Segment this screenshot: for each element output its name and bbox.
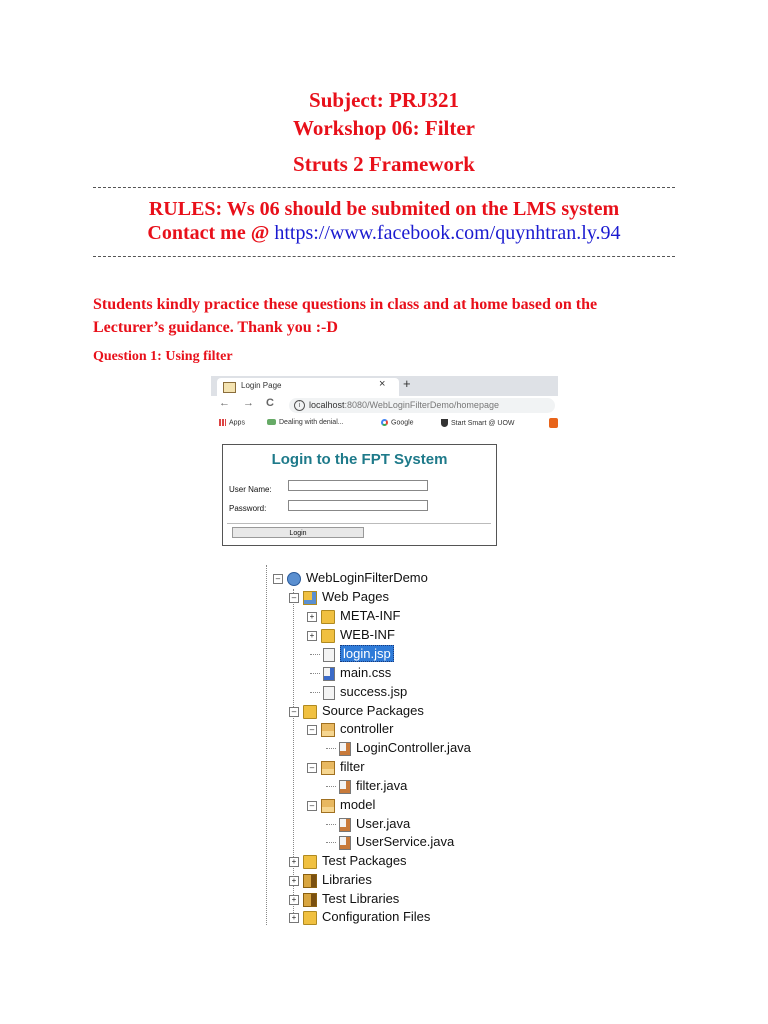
- tree-connector: [326, 842, 336, 843]
- back-arrow-icon[interactable]: ←: [219, 397, 230, 409]
- tree-connector: [310, 673, 320, 674]
- tree-connector: [310, 654, 320, 655]
- java-file-icon: [339, 836, 351, 850]
- package-icon: [321, 761, 335, 775]
- reload-icon[interactable]: C: [266, 397, 274, 409]
- node-label: main.css: [340, 665, 392, 680]
- tab-login-page[interactable]: [217, 378, 399, 396]
- divider-bottom: [93, 256, 675, 257]
- url-text[interactable]: [309, 400, 499, 410]
- tree-node-source-packages[interactable]: [289, 701, 424, 720]
- node-label: Web Pages: [322, 589, 389, 604]
- bookmark-apps[interactable]: [219, 419, 245, 426]
- expand-icon[interactable]: +: [289, 913, 299, 923]
- config-folder-icon: [303, 911, 317, 925]
- bookmarks-bar: [211, 416, 558, 432]
- bookmark-label: Start Smart @ UOW: [451, 419, 515, 427]
- bookmark-label: Google: [391, 419, 414, 427]
- tree-connector: [326, 824, 336, 825]
- jsp-file-icon: [323, 686, 335, 700]
- divider-top: [93, 187, 675, 188]
- rules-text: RULES: Ws 06 should be submited on the LMS system: [148, 198, 620, 220]
- tree-guide-line: [266, 565, 267, 925]
- tree-node-user-service[interactable]: [326, 832, 454, 851]
- jsp-file-icon: [323, 648, 335, 662]
- node-label-selected: login.jsp: [340, 645, 394, 662]
- apps-grid-icon: [219, 419, 226, 426]
- tree-node-web-pages[interactable]: [289, 587, 389, 606]
- node-label: WebLoginFilterDemo: [306, 570, 428, 585]
- new-tab-icon[interactable]: +: [403, 376, 411, 391]
- collapse-icon[interactable]: –: [307, 801, 317, 811]
- tree-node-success-jsp[interactable]: [310, 682, 407, 701]
- handshake-icon: [267, 419, 276, 425]
- css-file-icon: [323, 667, 335, 681]
- close-icon[interactable]: ×: [379, 378, 386, 390]
- tree-node-controller[interactable]: [307, 719, 393, 738]
- bookmark-label: Dealing with denial...: [279, 419, 344, 426]
- expand-icon[interactable]: +: [307, 612, 317, 622]
- collapse-icon[interactable]: –: [289, 707, 299, 717]
- tree-connector: [310, 692, 320, 693]
- question-1-heading: Question 1: Using filter: [93, 349, 233, 364]
- library-icon: [303, 874, 317, 888]
- tab-bar: [211, 376, 558, 396]
- tree-node-user-java[interactable]: [326, 814, 410, 833]
- java-file-icon: [339, 742, 351, 756]
- node-label: controller: [340, 721, 394, 736]
- expand-icon[interactable]: +: [307, 631, 317, 641]
- intro-line-1: Students kindly practice these questions in class and at home based on the: [93, 296, 598, 313]
- tree-connector: [326, 786, 336, 787]
- google-icon: [381, 419, 388, 426]
- blogger-icon[interactable]: [549, 418, 558, 428]
- package-icon: [321, 799, 335, 813]
- url-path: :8080/WebLoginFilterDemo/homepage: [344, 400, 499, 410]
- facebook-link[interactable]: https://www.facebook.com/quynhtran.ly.94: [274, 222, 621, 244]
- web-folder-icon: [303, 591, 317, 605]
- node-label: LoginController.java: [356, 740, 471, 755]
- tree-node-project[interactable]: [273, 568, 428, 587]
- node-label: filter: [340, 759, 365, 774]
- tree-node-main-css[interactable]: [310, 663, 391, 682]
- node-label: filter.java: [356, 778, 408, 793]
- tree-node-filter-java[interactable]: [326, 776, 407, 795]
- node-label: UserService.java: [356, 834, 455, 849]
- subject-heading: Subject: PRJ321: [309, 88, 459, 112]
- info-icon[interactable]: i: [294, 400, 305, 411]
- project-globe-icon: [287, 572, 301, 586]
- collapse-icon[interactable]: –: [307, 725, 317, 735]
- workshop-heading: Workshop 06: Filter: [293, 116, 475, 140]
- forward-arrow-icon[interactable]: →: [243, 397, 254, 409]
- node-label: success.jsp: [340, 684, 408, 699]
- java-file-icon: [339, 818, 351, 832]
- tree-node-config-files[interactable]: [289, 907, 430, 925]
- tab-title: Login Page: [241, 381, 282, 390]
- bookmark-google[interactable]: [381, 419, 414, 426]
- address-bar[interactable]: [289, 398, 555, 413]
- tree-node-libraries[interactable]: [289, 870, 372, 889]
- shield-icon: [441, 419, 448, 427]
- collapse-icon[interactable]: –: [307, 763, 317, 773]
- framework-heading: Struts 2 Framework: [293, 152, 475, 176]
- tree-connector: [326, 748, 336, 749]
- collapse-icon[interactable]: –: [273, 574, 283, 584]
- folder-icon: [321, 610, 335, 624]
- node-label: WEB-INF: [340, 627, 395, 642]
- tree-node-web-inf[interactable]: [307, 625, 395, 644]
- page-favicon-icon: [223, 382, 236, 393]
- source-folder-icon: [303, 705, 317, 719]
- collapse-icon[interactable]: –: [289, 593, 299, 603]
- password-input[interactable]: [288, 500, 428, 511]
- library-icon: [303, 893, 317, 907]
- java-file-icon: [339, 780, 351, 794]
- url-host: localhost: [309, 400, 345, 410]
- tree-node-test-libraries[interactable]: [289, 889, 399, 908]
- contact-line: [0, 222, 768, 245]
- tree-node-filter[interactable]: [307, 757, 365, 776]
- browser-window: [211, 376, 558, 432]
- test-folder-icon: [303, 855, 317, 869]
- expand-icon[interactable]: +: [289, 876, 299, 886]
- package-icon: [321, 723, 335, 737]
- node-label: Test Packages: [322, 853, 407, 868]
- tree-node-test-packages[interactable]: [289, 851, 407, 870]
- contact-prefix: Contact me @: [147, 222, 270, 244]
- intro-line-2: Lecturer’s guidance. Thank you :-D: [93, 319, 338, 336]
- folder-icon: [321, 629, 335, 643]
- node-label: META-INF: [340, 608, 401, 623]
- login-form: [222, 444, 497, 546]
- bookmark-dealing[interactable]: [267, 419, 344, 426]
- bookmark-start-smart[interactable]: [441, 419, 515, 427]
- node-label: Libraries: [322, 872, 372, 887]
- node-label: User.java: [356, 816, 411, 831]
- tree-node-meta-inf[interactable]: [307, 606, 400, 625]
- expand-icon[interactable]: +: [289, 895, 299, 905]
- node-label: Test Libraries: [322, 891, 400, 906]
- username-input[interactable]: [288, 480, 428, 491]
- tree-node-login-jsp[interactable]: [310, 644, 394, 663]
- node-label: Source Packages: [322, 703, 424, 718]
- node-label: model: [340, 797, 376, 812]
- login-title: Login to the FPT System: [271, 451, 448, 468]
- tree-node-model[interactable]: [307, 795, 375, 814]
- tree-node-login-controller[interactable]: [326, 738, 471, 757]
- form-separator: [227, 523, 491, 524]
- password-label: Password:: [229, 504, 267, 513]
- expand-icon[interactable]: +: [289, 857, 299, 867]
- login-button[interactable]: Login: [232, 527, 364, 538]
- node-label: Configuration Files: [322, 909, 431, 924]
- username-label: User Name:: [229, 485, 272, 494]
- bookmark-label: Apps: [229, 419, 245, 427]
- project-tree: [264, 565, 524, 925]
